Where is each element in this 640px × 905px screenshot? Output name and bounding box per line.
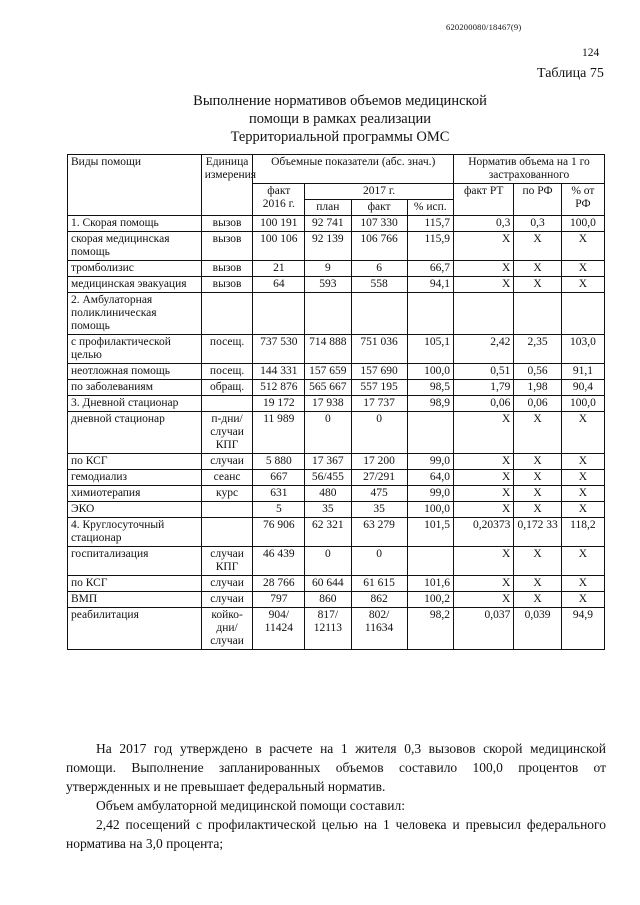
table-cell: X (514, 261, 561, 277)
table-cell: 92 139 (305, 232, 351, 261)
table-cell: X (514, 576, 561, 592)
table-cell: 91,1 (561, 364, 604, 380)
table-cell: X (453, 486, 513, 502)
table-cell: 667 (253, 470, 305, 486)
table-cell: посещ. (201, 335, 253, 364)
table-cell: 797 (253, 592, 305, 608)
table-caption: Таблица 75 (537, 66, 604, 81)
table-row (68, 277, 605, 293)
table-cell: вызов (201, 261, 253, 277)
table-cell (253, 293, 305, 335)
table-cell: X (561, 486, 604, 502)
table-cell: 64 (253, 277, 305, 293)
table-cell: 802/ 11634 (351, 608, 407, 650)
table-cell: 480 (305, 486, 351, 502)
table-cell: 17 737 (351, 396, 407, 412)
table-cell: X (514, 412, 561, 454)
table-cell: 0,3 (453, 216, 513, 232)
table-cell: 103,0 (561, 335, 604, 364)
table-row (68, 486, 605, 502)
table-cell: X (514, 277, 561, 293)
table-cell: сеанс (201, 470, 253, 486)
table-cell: 17 367 (305, 454, 351, 470)
table-cell: дневной стационар (68, 412, 202, 454)
norms-table (67, 154, 605, 650)
table-row (68, 293, 605, 335)
table-cell: X (561, 576, 604, 592)
table-cell: X (453, 412, 513, 454)
table-cell: 100,0 (407, 364, 453, 380)
table-cell: посещ. (201, 364, 253, 380)
table-cell: 90,4 (561, 380, 604, 396)
table-cell: 98,9 (407, 396, 453, 412)
table-cell (201, 293, 253, 335)
table-cell (201, 502, 253, 518)
table-cell: 28 766 (253, 576, 305, 592)
table-cell: X (514, 486, 561, 502)
table-cell: 2,35 (514, 335, 561, 364)
table-cell: 862 (351, 592, 407, 608)
table-cell: 100 191 (253, 216, 305, 232)
table-cell: 100,0 (407, 502, 453, 518)
table-cell: 17 938 (305, 396, 351, 412)
table-cell: 565 667 (305, 380, 351, 396)
table-cell: химиотерапия (68, 486, 202, 502)
table-cell (351, 293, 407, 335)
table-cell: 63 279 (351, 518, 407, 547)
table-cell: 98,2 (407, 608, 453, 650)
table-cell: по КСГ (68, 454, 202, 470)
table-cell: п-дни/ случаи КПГ (201, 412, 253, 454)
table-cell: 1,79 (453, 380, 513, 396)
table-cell: X (453, 277, 513, 293)
table-cell: 0,172 33 (514, 518, 561, 547)
table-cell: 4. Круглосуточный стационар (68, 518, 202, 547)
table-cell: X (453, 547, 513, 576)
table-cell: ВМП (68, 592, 202, 608)
table-cell: 475 (351, 486, 407, 502)
table-row (68, 454, 605, 470)
body-paragraph: 2,42 посещений с профилактической целью на 1 человека и превысил федерального норматива на 3,0 процента; (66, 817, 606, 851)
header-pct-rf: % от РФ (561, 184, 604, 216)
table-cell: X (514, 547, 561, 576)
table-cell: X (453, 454, 513, 470)
table-cell: 101,5 (407, 518, 453, 547)
table-cell: 1,98 (514, 380, 561, 396)
table-cell: X (561, 547, 604, 576)
table-cell: 904/ 11424 (253, 608, 305, 650)
table-cell: X (561, 592, 604, 608)
table-row (68, 232, 605, 261)
body-paragraph: Объем амбулаторной медицинской помощи составил: (96, 798, 405, 813)
table-row (68, 396, 605, 412)
table-cell (201, 518, 253, 547)
table-cell: X (561, 277, 604, 293)
table-cell (407, 412, 453, 454)
table-cell: X (514, 454, 561, 470)
table-row (68, 412, 605, 454)
table-cell: 56/455 (305, 470, 351, 486)
header-rf: по РФ (514, 184, 561, 216)
table-cell: 100,0 (561, 216, 604, 232)
table-row (68, 547, 605, 576)
table-cell: X (561, 261, 604, 277)
table-cell: медицинская эвакуация (68, 277, 202, 293)
table-cell: 751 036 (351, 335, 407, 364)
table-cell: по КСГ (68, 576, 202, 592)
table-cell: 157 659 (305, 364, 351, 380)
table-cell: X (561, 454, 604, 470)
table-cell: 100 106 (253, 232, 305, 261)
table-cell: 94,9 (561, 608, 604, 650)
table-cell: X (453, 261, 513, 277)
table-cell: 17 200 (351, 454, 407, 470)
table-row (68, 364, 605, 380)
table-cell (561, 293, 604, 335)
table-row (68, 470, 605, 486)
table-cell: 107 330 (351, 216, 407, 232)
table-cell: X (453, 576, 513, 592)
table-cell (453, 293, 513, 335)
table-cell: 5 880 (253, 454, 305, 470)
table-cell (305, 293, 351, 335)
table-row (68, 576, 605, 592)
table-cell: 860 (305, 592, 351, 608)
table-cell: 46 439 (253, 547, 305, 576)
table-cell: вызов (201, 232, 253, 261)
table-cell: 2. Амбулаторная поликлиническая помощь (68, 293, 202, 335)
table-cell: 35 (351, 502, 407, 518)
table-cell: 98,5 (407, 380, 453, 396)
table-cell: 5 (253, 502, 305, 518)
header-units: Единица измерения (201, 155, 253, 216)
table-cell: койко-дни/ случаи (201, 608, 253, 650)
table-cell: 0,20373 (453, 518, 513, 547)
table-cell: курс (201, 486, 253, 502)
table-cell: X (453, 592, 513, 608)
table-cell: X (453, 470, 513, 486)
table-cell: 512 876 (253, 380, 305, 396)
table-cell: 11 989 (253, 412, 305, 454)
table-cell: 106 766 (351, 232, 407, 261)
table-cell: 115,7 (407, 216, 453, 232)
table-cell: 35 (305, 502, 351, 518)
table-cell: 27/291 (351, 470, 407, 486)
table-cell: 60 644 (305, 576, 351, 592)
table-cell: случаи (201, 454, 253, 470)
table-cell: 99,0 (407, 486, 453, 502)
table-cell: X (453, 232, 513, 261)
table-cell: 0,037 (453, 608, 513, 650)
table-cell: 118,2 (561, 518, 604, 547)
table-cell: 64,0 (407, 470, 453, 486)
table-cell (407, 293, 453, 335)
title-line: помощи в рамках реализации (248, 111, 432, 127)
table-cell: X (514, 470, 561, 486)
table-cell: 21 (253, 261, 305, 277)
header-year-2017: 2017 г. (305, 184, 454, 200)
table-cell: 0,56 (514, 364, 561, 380)
table-cell: 105,1 (407, 335, 453, 364)
table-cell: 99,0 (407, 454, 453, 470)
table-cell: случаи КПГ (201, 547, 253, 576)
table-title (140, 92, 540, 146)
table-cell: 61 615 (351, 576, 407, 592)
table-row (68, 592, 605, 608)
table-row (68, 261, 605, 277)
header-fact: факт (351, 200, 407, 216)
table-cell: 0,039 (514, 608, 561, 650)
table-cell: ЭКО (68, 502, 202, 518)
table-cell: обращ. (201, 380, 253, 396)
table-cell: 9 (305, 261, 351, 277)
table-cell: X (561, 502, 604, 518)
table-cell (201, 396, 253, 412)
table-cell: неотложная помощь (68, 364, 202, 380)
table-cell: по заболеваниям (68, 380, 202, 396)
table-cell: 0,06 (453, 396, 513, 412)
title-line: Выполнение нормативов объемов медицинской (193, 93, 487, 109)
table-cell: 0 (305, 547, 351, 576)
table-cell: вызов (201, 216, 253, 232)
table-cell: 0,06 (514, 396, 561, 412)
table-cell: 817/ 12113 (305, 608, 351, 650)
table-cell: 714 888 (305, 335, 351, 364)
table-cell: 2,42 (453, 335, 513, 364)
table-cell: 92 741 (305, 216, 351, 232)
table-row (68, 380, 605, 396)
table-cell: 3. Дневной стационар (68, 396, 202, 412)
table-cell: 593 (305, 277, 351, 293)
table-cell: 0 (305, 412, 351, 454)
table-cell: скорая медицинская помощь (68, 232, 202, 261)
header-row (68, 155, 605, 184)
table-cell: X (453, 502, 513, 518)
table-cell: X (514, 592, 561, 608)
table-cell: 76 906 (253, 518, 305, 547)
table-row (68, 608, 605, 650)
title-line: Территориальной программы ОМС (230, 129, 450, 145)
document-id: 620200080/18467(9) (446, 22, 522, 32)
table-cell: 0 (351, 412, 407, 454)
table-cell: 66,7 (407, 261, 453, 277)
header-fact-rt: факт РТ (453, 184, 513, 216)
table-cell (514, 293, 561, 335)
table-cell: 19 172 (253, 396, 305, 412)
table-cell: вызов (201, 277, 253, 293)
table-cell: 94,1 (407, 277, 453, 293)
table-cell: X (561, 412, 604, 454)
table-cell: госпитализация (68, 547, 202, 576)
table-cell: 0 (351, 547, 407, 576)
table-cell: 157 690 (351, 364, 407, 380)
table-cell: 100,2 (407, 592, 453, 608)
table-cell: 101,6 (407, 576, 453, 592)
header-pct: % исп. (407, 200, 453, 216)
table-row (68, 335, 605, 364)
table-cell: 62 321 (305, 518, 351, 547)
table-cell (407, 547, 453, 576)
table-cell: реабилитация (68, 608, 202, 650)
table-cell: X (561, 232, 604, 261)
table-cell: тромболизис (68, 261, 202, 277)
header-volume: Объемные показатели (абс. знач.) (253, 155, 454, 184)
table-cell: 0,3 (514, 216, 561, 232)
body-paragraph: На 2017 год утверждено в расчете на 1 жителя 0,3 вызовов скорой медицинской помощи. Выполнение запланированных объемов составило 100,0 процентов от утвержденных и не превышает федеральный норматив. (66, 741, 606, 794)
table-cell: 144 331 (253, 364, 305, 380)
table-cell: 558 (351, 277, 407, 293)
table-cell: 100,0 (561, 396, 604, 412)
header-norm: Норматив объема на 1 го застрахованного (453, 155, 604, 184)
table-cell: 557 195 (351, 380, 407, 396)
table-cell: 115,9 (407, 232, 453, 261)
table-cell: 6 (351, 261, 407, 277)
header-fact-2016: факт 2016 г. (253, 184, 305, 216)
table-cell: 1. Скорая помощь (68, 216, 202, 232)
table-row (68, 502, 605, 518)
table-cell: X (561, 470, 604, 486)
table-cell: 631 (253, 486, 305, 502)
page-number: 124 (582, 47, 600, 59)
table-cell: с профилактической целью (68, 335, 202, 364)
table-row (68, 518, 605, 547)
table-cell: 0,51 (453, 364, 513, 380)
header-plan: план (305, 200, 351, 216)
table-cell: X (514, 232, 561, 261)
header-types: Виды помощи (68, 155, 202, 216)
table-cell: случаи (201, 592, 253, 608)
table-cell: случаи (201, 576, 253, 592)
table-row (68, 216, 605, 232)
table-cell: X (514, 502, 561, 518)
table-cell: гемодиализ (68, 470, 202, 486)
table-cell: 737 530 (253, 335, 305, 364)
